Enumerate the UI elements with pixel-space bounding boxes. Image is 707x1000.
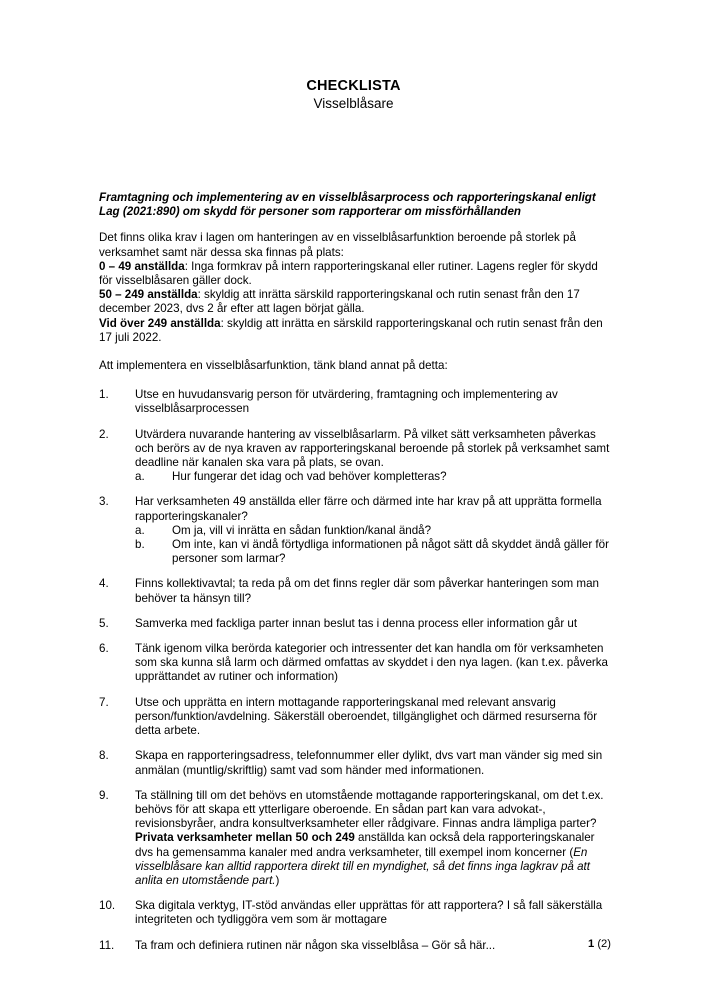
list-item <box>99 749 611 777</box>
list-item <box>99 899 611 927</box>
list-item <box>99 495 611 566</box>
page-number: 1 <box>587 938 595 950</box>
list-item-text <box>135 789 611 888</box>
size-bracket-50-249-label: 50 – 249 anställda <box>99 288 198 302</box>
list-item-number: 10. <box>99 899 116 913</box>
list-item-number: 1. <box>99 388 109 402</box>
list-item-number: 3. <box>99 495 109 509</box>
list-item-text: Utse en huvudansvarig person för utvärdering, framtagning och implementering av visselblåsarprocessen <box>135 388 558 416</box>
list-item-text: Samverka med fackliga parter innan beslut tas i denna process eller information går ut <box>135 616 578 630</box>
sublist-item-letter: a. <box>135 523 145 537</box>
size-bracket-0-49-label: 0 – 49 anställda <box>99 259 185 273</box>
sublist-item-letter: a. <box>135 470 145 484</box>
page-footer <box>0 938 707 951</box>
document-title-block <box>0 78 707 112</box>
list-item-number: 9. <box>99 788 109 802</box>
spacer <box>99 373 611 388</box>
segment-normal: anställda kan också dela rapporteringskanaler dvs ha gemensamma kanaler med andra verksamheter, till exempel inom koncerner ( <box>135 831 595 859</box>
sublist-item-text: Om inte, kan vi ändå förtydliga informationen på något sätt då skyddet ändå gäller för personer som larmar? <box>172 538 609 566</box>
list-item-number: 11. <box>99 938 115 952</box>
sublist-item-text: Om ja, vill vi inrätta en sådan funktion/kanal ändå? <box>172 523 432 537</box>
sublist-item <box>135 470 611 484</box>
sublist-item <box>135 538 611 566</box>
list-item <box>99 696 611 739</box>
page-title: CHECKLISTA <box>306 78 401 94</box>
list-item-number: 2. <box>99 427 109 441</box>
list-item <box>99 388 611 416</box>
list-item-text: Finns kollektivavtal; ta reda på om det finns regler där som påverkar hanteringen som man behöver ta hänsyn till? <box>135 577 599 605</box>
section-heading: Framtagning och implementering av en visselblåsarprocess och rapporteringskanal enligt Lag (2021:890) om skydd för personer som rapporterar om missförhållanden <box>99 191 596 218</box>
sublist-item-text: Hur fungerar det idag och vad behöver kompletteras? <box>172 470 447 484</box>
page-total: (2) <box>594 938 611 950</box>
list-item-text: Utse och upprätta en intern mottagande rapporteringskanal med relevant ansvarig person/funktion/avdelning. Säkerställ oberoendet, tillgänglighet och därmed resurserna för detta arbete. <box>135 695 598 738</box>
list-item-text: Har verksamheten 49 anställda eller färre och därmed inte har krav på att upprätta formella rapporteringskanaler? <box>135 495 602 523</box>
segment-normal: Ta ställning till om det behövs en utomstående mottagande rapporteringskanal, om det t.ex. behövs för att skapa ett ytterligare oberoende. En sådan part kan vara advokat-, revisionsbyråer, andra konsultverksamheter eller rådgivare. Finnas andra lämpliga parter? <box>135 788 604 831</box>
sublist <box>135 470 611 484</box>
size-bracket-50-249 <box>99 288 611 316</box>
checklist <box>99 388 611 953</box>
list-item-text: Skapa en rapporteringsadress, telefonnummer eller dylikt, dvs vart man vänder sig med sin anmälan (muntlig/skriftlig) samt vad som händer med informationen. <box>135 749 603 777</box>
sublist <box>135 524 611 567</box>
sublist-item-letter: b. <box>135 538 145 552</box>
list-item <box>99 428 611 485</box>
size-bracket-over-249-text: : skyldig att inrätta en särskild rapporteringskanal och rutin senast från den 17 juli 2022. <box>99 316 603 344</box>
size-bracket-0-49-text: : Inga formkrav på intern rapporteringskanal eller rutiner. Lagens regler för skydd för visselblåsaren gäller dock. <box>99 259 598 288</box>
spacer <box>99 345 611 359</box>
size-bracket-over-249 <box>99 317 611 345</box>
page-subtitle: Visselblåsare <box>313 96 394 111</box>
segment-normal: ) <box>275 873 280 887</box>
list-item-number: 5. <box>99 616 109 630</box>
list-item-number: 4. <box>99 577 109 591</box>
list-item-text: Tänk igenom vilka berörda kategorier och intressenter det kan handla om för verksamheten som ska kunna slå larm och därmed omfattas av skyddet i den nya lagen. (kan t.ex. påverka upprättandet av rutiner och information) <box>135 642 609 684</box>
list-item-number: 8. <box>99 749 109 763</box>
list-item-text: Ska digitala verktyg, IT-stöd användas eller upprättas för att rapportera? I så fall säkerställa integriteten och tydliggöra vem som är mottagare <box>135 899 603 927</box>
list-item-number: 6. <box>99 642 109 656</box>
list-item <box>99 642 611 685</box>
checklist-lead-in: Att implementera en visselblåsarfunktion, tänk bland annat på detta: <box>99 359 448 373</box>
size-bracket-50-249-text: : skyldig att inrätta särskild rapporteringskanal och rutin senast från den 17 december 2023, dvs 2 år efter att lagen börjat gälla. <box>99 288 580 316</box>
document-body <box>99 191 611 953</box>
size-bracket-0-49 <box>99 260 611 288</box>
list-item-number: 7. <box>99 695 109 709</box>
list-item <box>99 577 611 605</box>
list-item-text: Ta fram och definiera rutinen när någon ska visselblåsa – Gör så här... <box>135 938 496 952</box>
list-item <box>99 617 611 631</box>
segment-italic: En visselblåsare kan alltid rapportera direkt till en myndighet, så det finns inga lagkrav på att anlita en utomstående part. <box>135 845 590 887</box>
size-bracket-over-249-label: Vid över 249 anställda <box>99 316 221 330</box>
list-item <box>99 789 611 888</box>
sublist-item <box>135 524 611 538</box>
list-item-text: Utvärdera nuvarande hantering av visselblåsarlarm. På vilket sätt verksamheten påverkas och berörs av de nya kraven av rapporteringskanal beroende på storlek på verksamhet samt deadline när kanalen ska vara på plats, se ovan. <box>135 427 610 470</box>
intro-lead-paragraph: Det finns olika krav i lagen om hanteringen av en visselblåsarfunktion beroende på storlek på verksamhet samt när dessa ska finnas på plats: <box>99 231 576 259</box>
segment-bold: Privata verksamheter mellan 50 och 249 <box>135 831 355 845</box>
